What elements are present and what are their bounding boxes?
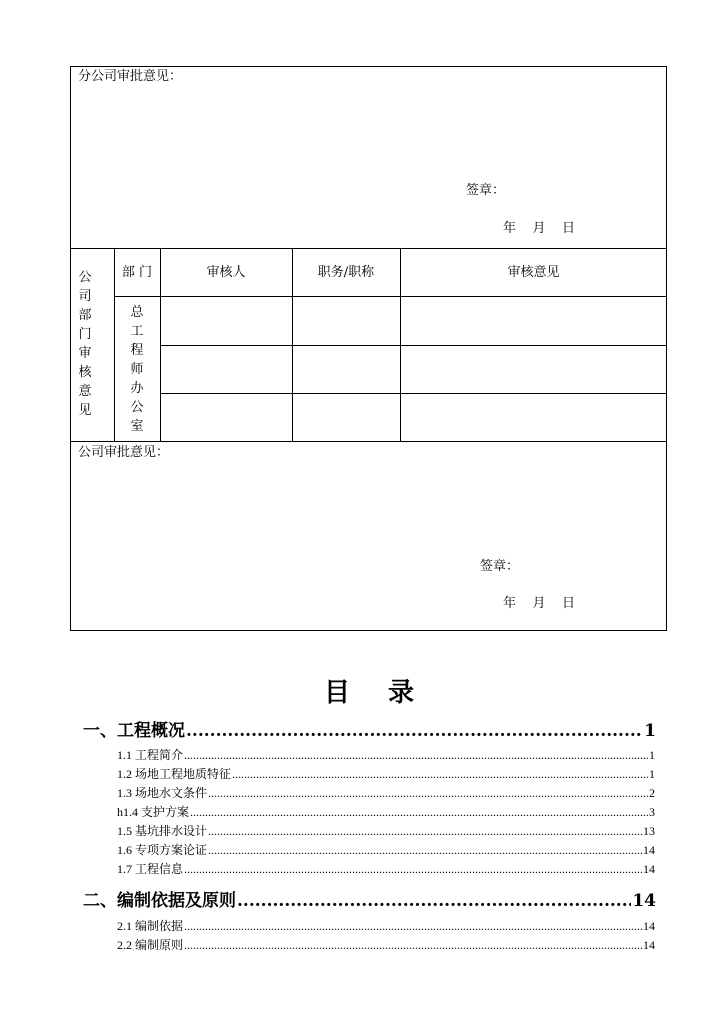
toc-leader	[237, 891, 631, 911]
header-opinion: 审核意见	[507, 265, 560, 280]
toc-item[interactable]	[117, 822, 655, 839]
toc-item-page: 14	[643, 843, 655, 857]
toc-item[interactable]	[117, 860, 655, 877]
toc-leader	[184, 862, 642, 877]
header-reviewer: 审核人	[206, 265, 246, 280]
branch-seal-label: 签章：	[466, 183, 506, 198]
header-department: 部 门	[121, 265, 153, 280]
toc-leader	[190, 805, 648, 820]
branch-approval-label: 分公司审批意见：	[78, 69, 183, 84]
table-rule	[160, 393, 667, 394]
table-rule	[114, 296, 667, 297]
toc-item[interactable]	[117, 917, 655, 934]
company-date: 年 月 日	[503, 596, 576, 611]
toc-leader	[208, 843, 642, 858]
toc-leader	[186, 721, 643, 741]
toc-title: 目录	[324, 678, 453, 708]
toc-leader	[184, 748, 648, 763]
table-rule	[70, 441, 667, 442]
toc-item-label: 1.2 场地工程地质特征	[117, 767, 232, 781]
branch-date: 年 月 日	[503, 221, 576, 236]
dept-name: 总工程师办公室	[130, 305, 144, 434]
toc-section-label: 二、编制依据及原则	[83, 891, 236, 911]
toc-item-page: 1	[649, 748, 655, 762]
toc-leader	[208, 786, 648, 801]
dept-review-side-label: 公司部门审核意见	[78, 270, 92, 418]
toc-item[interactable]	[117, 746, 655, 763]
toc-item-label: 1.5 基坑排水设计	[117, 824, 208, 838]
table-rule	[160, 345, 667, 346]
toc-item-label: 1.7 工程信息	[117, 862, 184, 876]
toc-item-label: 2.2 编制原则	[117, 938, 184, 952]
toc-section-page: 14	[632, 891, 656, 911]
toc-item-page: 14	[643, 919, 655, 933]
company-approval-label: 公司审批意见：	[78, 445, 170, 460]
toc-leader	[208, 824, 642, 839]
company-seal-label: 签章：	[480, 559, 520, 574]
toc-item-page: 13	[643, 824, 655, 838]
header-position: 职务/职称	[317, 265, 375, 280]
toc-item-page: 2	[649, 786, 655, 800]
toc-item[interactable]	[117, 936, 655, 953]
toc-item-page: 14	[643, 938, 655, 952]
toc-item[interactable]	[117, 784, 655, 801]
toc-item[interactable]	[117, 765, 655, 782]
toc-item-label: 1.1 工程简介	[117, 748, 184, 762]
toc-item[interactable]	[117, 841, 655, 858]
toc-section[interactable]	[83, 886, 656, 911]
toc-leader	[184, 919, 642, 934]
toc-leader	[232, 767, 648, 782]
toc-section-page: 1	[644, 721, 656, 741]
toc-item[interactable]	[117, 803, 655, 820]
toc-item-label: 1.6 专项方案论证	[117, 843, 208, 857]
toc-item-page: 1	[649, 767, 655, 781]
toc-item-page: 3	[649, 805, 655, 819]
toc-section-label: 一、工程概况	[83, 721, 185, 741]
toc-item-page: 14	[643, 862, 655, 876]
toc-item-label: 1.3 场地水文条件	[117, 786, 208, 800]
toc-leader	[184, 938, 642, 953]
toc-section[interactable]	[83, 716, 656, 741]
toc-item-label: h1.4 支护方案	[117, 805, 190, 819]
toc-item-label: 2.1 编制依据	[117, 919, 184, 933]
